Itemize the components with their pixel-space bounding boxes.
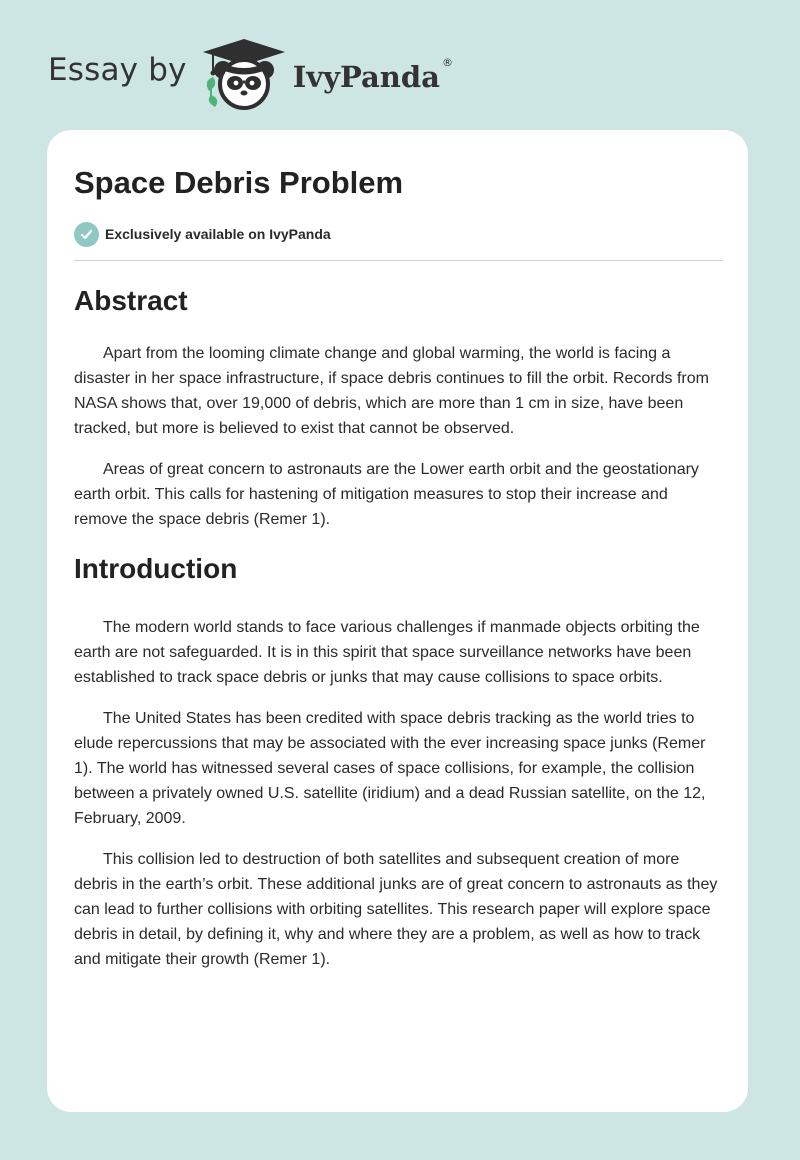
paragraph: Areas of great concern to astronauts are the Lower earth orbit and the geostationary earth orbit. This calls for hastening of mitigation measures to stop their increase and remove the space debris (Remer 1). [74,461,699,528]
exclusive-badge [74,221,723,247]
paragraph: Apart from the looming climate change and global warming, the world is facing a disaster in her space infrastructure, if space debris continues to fill the orbit. Records from NASA shows that, over 19,000 of debris, which are more than 1 cm in size, have been tracked, but more is believed to exist that cannot be observed. [74,345,709,437]
exclusive-badge-label: Exclusively available on IvyPanda [105,226,331,242]
section-heading-abstract: Abstract [74,285,188,316]
brand-name[interactable]: IvyPanda [292,60,440,94]
check-circle-icon [74,222,99,247]
section-heading-introduction: Introduction [74,553,238,584]
registered-mark: ® [441,55,453,69]
essay-title: Space Debris Problem [74,165,404,200]
essay-content [74,162,723,972]
essay-by-label: Essay by [48,52,187,88]
essay-card [47,130,748,1112]
paragraph: The modern world stands to face various challenges if manmade objects orbiting the earth are not safeguarded. It is in this spirit that space surveillance networks have been established to track space debris or junks that may cause collisions to space orbits. [74,619,700,686]
site-header [48,36,453,112]
paragraph: The United States has been credited with space debris tracking as the world tries to elude repercussions that may be associated with the ever increasing space junks (Remer 1). The world has witnessed several cases of space collisions, for example, the collision between a privately owned U.S. satellite (iridium) and a dead Russian satellite, on the 12, February, 2009. [74,710,706,827]
panda-graduate-icon[interactable] [201,37,287,111]
divider [74,260,723,261]
paragraph: This collision led to destruction of both satellites and subsequent creation of more debris in the earth’s orbit. These additional junks are of great concern to astronauts as they can lead to further collisions with orbiting satellites. This research paper will explore space debris in detail, by defining it, why and where they are a problem, as well as how to track and mitigate their growth (Remer 1). [74,851,718,968]
